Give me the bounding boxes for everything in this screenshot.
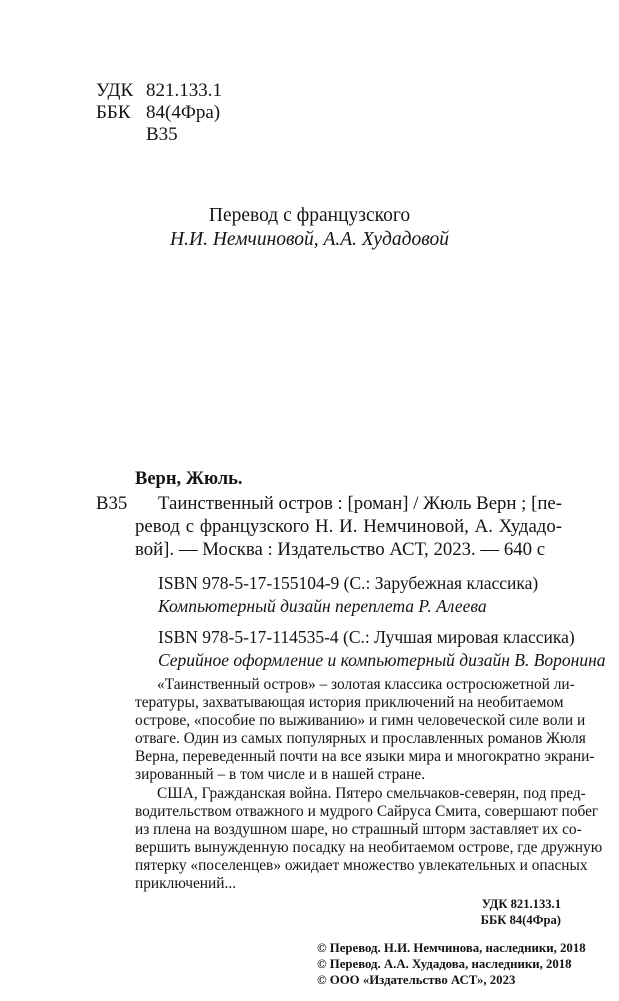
record-author: Верн, Жюль. xyxy=(135,469,243,489)
copyright-line: © Перевод. А.А. Худадова, наследники, 2018 xyxy=(317,957,572,971)
annotation-line: вершить вынужденную посадку на необитаемом острове, где дружную xyxy=(135,839,603,856)
record-line: вой]. — Москва : Издательство АСТ, 2023. — 640 с xyxy=(135,539,546,560)
translators: Н.И. Немчиновой, А.А. Худадовой xyxy=(170,229,449,250)
author-mark: В35 xyxy=(146,124,178,145)
record-line: Таинственный остров : [роман] / Жюль Верн ; [пе- xyxy=(158,493,562,514)
annotation-line: «Таинственный остров» – золотая классика остросюжетной ли- xyxy=(157,676,575,693)
annotation-line: приключений... xyxy=(135,875,237,892)
cover-design-credit: Компьютерный дизайн переплета Р. Алеева xyxy=(158,596,487,616)
annotation-line: зированный – в том числе и в нашей стране. xyxy=(135,766,426,783)
isbn-line: ISBN 978-5-17-155104-9 (С.: Зарубежная классика) xyxy=(158,573,539,593)
annotation-line: тературы, захватывающая история приключений на необитаемом xyxy=(135,694,564,711)
bbk-value: 84(4Фра) xyxy=(146,102,221,123)
udk-code: УДК 821.133.1 xyxy=(481,897,561,911)
isbn-line: ISBN 978-5-17-114535-4 (С.: Лучшая мировая классика) xyxy=(158,627,575,647)
copyright-line: © ООО «Издательство АСТ», 2023 xyxy=(317,973,516,987)
record-line: ревод с французского Н. И. Немчиновой, А. Худадо- xyxy=(135,516,562,537)
bbk-code: ББК 84(4Фра) xyxy=(480,913,561,927)
annotation-line: водительством отважного и мудрого Сайруса Смита, совершают побег xyxy=(135,803,599,820)
udk-label: УДК xyxy=(96,80,134,101)
copyright-line: © Перевод. Н.И. Немчинова, наследники, 2018 xyxy=(317,941,586,955)
annotation-line: острове, «пособие по выживанию» и гимн человеческой силе воли и xyxy=(135,712,586,729)
annotation-line: США, Гражданская война. Пятеро смельчаков-северян, под пред- xyxy=(157,785,586,802)
annotation-line: пятерку «поселенцев» ожидает множество увлекательных и опасных xyxy=(135,857,588,874)
annotation-line: отваге. Один из самых популярных и прославленных романов Жюля xyxy=(135,730,586,747)
record-mark: В35 xyxy=(96,493,128,514)
annotation-line: Верна, переведенный почти на все языки мира и многократно экрани- xyxy=(135,748,595,765)
udk-value: 821.133.1 xyxy=(146,80,222,101)
series-design-credit: Серийное оформление и компьютерный дизайн В. Воронина xyxy=(158,650,606,670)
bbk-label: ББК xyxy=(96,102,131,123)
annotation-line: из плена на воздушном шаре, но страшный шторм заставляет их со- xyxy=(135,821,582,838)
translation-line: Перевод с французского xyxy=(208,205,411,226)
